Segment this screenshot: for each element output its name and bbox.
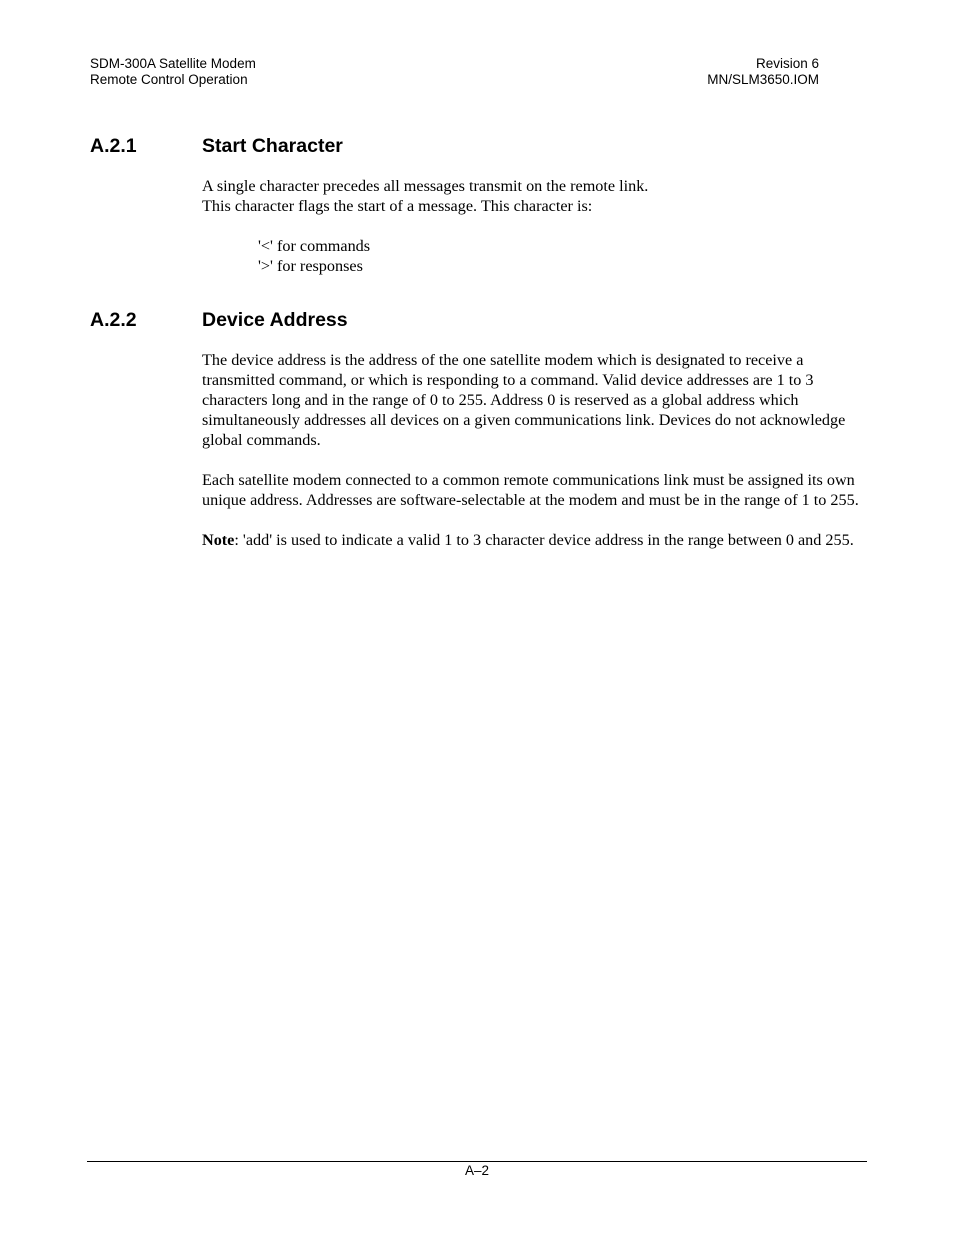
section-title: Start Character bbox=[202, 135, 343, 157]
spacer bbox=[202, 216, 864, 236]
list-item: '<' for commands bbox=[258, 237, 371, 255]
section-heading-device-address bbox=[90, 309, 348, 332]
document-number: MN/SLM3650.IOM bbox=[707, 72, 819, 87]
section-number: A.2.1 bbox=[90, 135, 137, 157]
note-text: : 'add' is used to indicate a valid 1 to 3 character device address in the range between 0 and 255. bbox=[234, 531, 854, 549]
chapter-title: Remote Control Operation bbox=[90, 72, 248, 87]
body-line: This character flags the start of a message. This character is: bbox=[202, 197, 593, 215]
page-header-right bbox=[707, 56, 819, 88]
section-body-device-address bbox=[202, 350, 864, 550]
page-header-left bbox=[90, 56, 256, 88]
note-label: Note bbox=[202, 531, 235, 549]
note-paragraph bbox=[202, 530, 864, 550]
spacer bbox=[202, 510, 864, 530]
body-line: A single character precedes all messages transmit on the remote link. bbox=[202, 177, 649, 195]
document-title: SDM-300A Satellite Modem bbox=[90, 56, 256, 71]
revision-label: Revision 6 bbox=[755, 56, 819, 71]
section-body-start-character bbox=[202, 176, 864, 276]
spacer bbox=[202, 450, 864, 470]
page-number: A–2 bbox=[464, 1163, 490, 1178]
paragraph: The device address is the address of the one satellite modem which is designated to receive a transmitted command, or which is responding to a command. Valid device addresses are 1 to 3 characters long and in the range of 0 to 255. Address 0 is reserved as a global address which simultaneously addresses all devices on a given communications link. Devices do not acknowledge global commands. bbox=[202, 351, 846, 449]
list-item: '>' for responses bbox=[258, 257, 363, 275]
section-title: Device Address bbox=[202, 309, 348, 331]
section-heading-start-character bbox=[90, 135, 343, 158]
paragraph: Each satellite modem connected to a common remote communications link must be assigned its own unique address. Addresses are software-selectable at the modem and must be in the range of 1 to 255. bbox=[202, 471, 859, 509]
section-number: A.2.2 bbox=[90, 309, 137, 331]
